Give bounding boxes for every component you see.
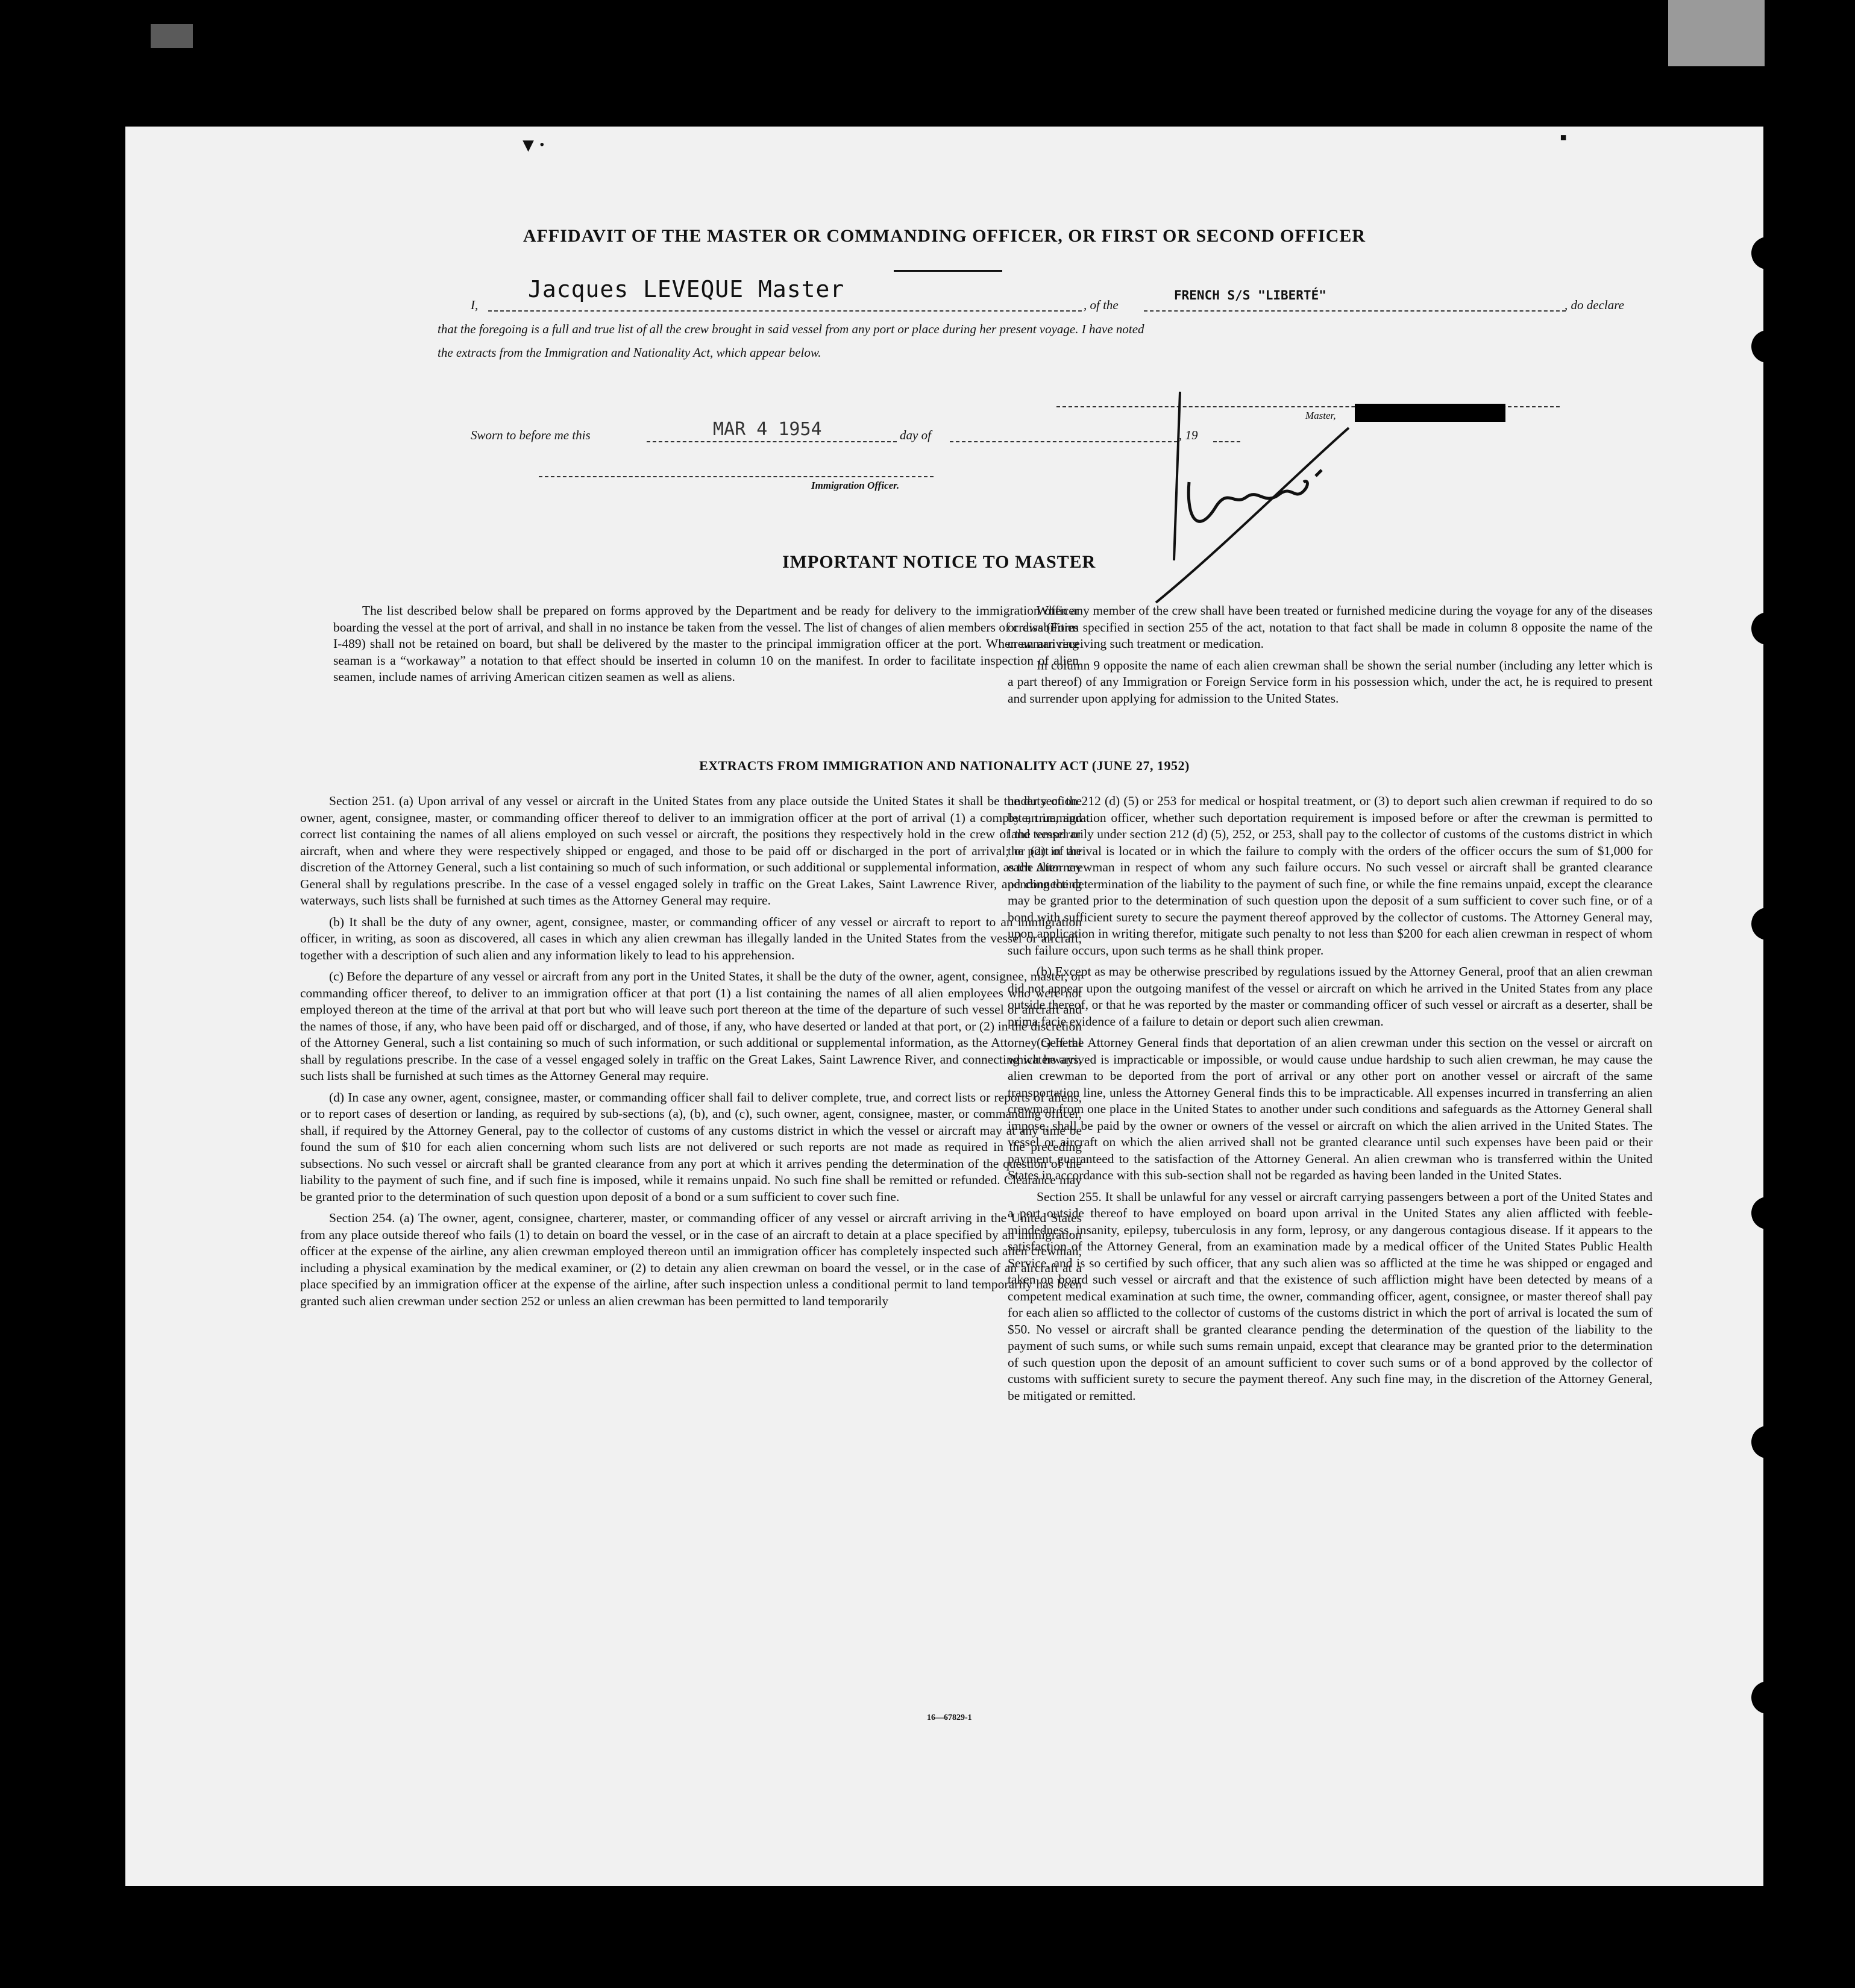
- immigration-officer-line: [539, 476, 934, 477]
- extract-paragraph: (b) Except as may be otherwise prescribed by regulations issued by the Attorney General, proof that an alien crewman did not appear upon the outgoing manifest of the vessel or aircraft on which he arrived in the United States from any place outside thereof, or that he was reported by the master or commanding officer of such vessel or aircraft as a deserter, shall be prima facie evidence of a failure to detain or deport such alien crewman.: [1008, 964, 1653, 1029]
- punch-hole: [1751, 1426, 1763, 1458]
- extract-paragraph: (d) In case any owner, agent, consignee, master, or commanding officer shall fail to deliver complete, true, and correct lists or reports of aliens, or to report cases of desertion or landing, as required by sub-sections (a), (b), and (c), such owner, agent, consignee, master, or commanding officer, shall, if required by the Attorney General, pay to the collector of customs of any customs district in which the vessel or aircraft may at any time be found the sum of $10 for each alien concerning whom such lists are not delivered or such reports are not made as required in the preceding subsections. No such vessel or aircraft shall be granted clearance from any port at which it arrives pending the determination of the question of the liability to the payment of such fine, and if such fine is imposed, while it remains unpaid. No such fine shall be remitted or refunded. Clearance may be granted prior to the determination of such question upon deposit of a bond or a sum sufficient to cover such fine.: [300, 1090, 1082, 1204]
- extract-paragraph: Section 251. (a) Upon arrival of any vessel or aircraft in the United States from any place outside the United States it shall be the duty of the owner, agent, consignee, master, or commanding officer thereof to deliver to an immigration officer at the port of arrival (1) a complete, true, and correct list containing the names of all aliens employed on such vessel or aircraft, the positions they respectively hold in the crew of the vessel or aircraft, when and where they were respectively shipped or engaged, and those to be paid off or discharged in the port of arrival; or (2) in the discretion of the Attorney General, such a list containing so much of such information, or such additional or supplemental information, as the Attorney General shall by regulations prescribe. In the case of a vessel engaged solely in traffic on the Great Lakes, Saint Lawrence River, and connecting waterways, such lists shall be furnished at such times as the Attorney General may require.: [300, 794, 1082, 908]
- declaration-prefix: I,: [471, 298, 479, 312]
- extracts-right-column: [1008, 793, 1653, 1409]
- extract-paragraph: under section 212 (d) (5) or 253 for medical or hospital treatment, or (3) to deport such alien crewman if required to do so by an immigration officer, whether such deportation requirement is imposed before or after the crewman is permitted to land temporarily under section 212 (d) (5), 252, or 253, shall pay to the collector of customs of the customs district in which the port of arrival is located or in which the failure to comply with the orders of the officer occurs the sum of $1,000 for each alien crewman in respect of whom any such failure occurs. No such vessel or aircraft shall be granted clearance pending the determination of the liability to the payment of such fine, or while the fine remains unpaid, except the clearance may be granted prior to the determination of such question upon the deposit of a sum sufficient to cover such fine, or of a bond with sufficient surety to secure the payment thereof approved by the collector of customs. The Attorney General may, upon application in writing therefor, mitigate such penalty to not less than $200 for each alien crewman in respect of whom such failure occurs, upon such terms as he shall think proper.: [1008, 794, 1653, 958]
- declaration-line-3: the extracts from the Immigration and Nationality Act, which appear below.: [438, 345, 821, 360]
- punch-hole: [1751, 612, 1763, 645]
- declaration-line-2: that the foregoing is a full and true list of all the crew brought in said vessel from any port or place during her present voyage. I have noted: [438, 322, 1144, 336]
- punch-hole: [1751, 1681, 1763, 1714]
- notice-right-column: [1008, 603, 1653, 712]
- form-number: 16—67829-1: [927, 1713, 972, 1722]
- declaration-do-declare: , do declare: [1565, 298, 1624, 312]
- notice-left-paragraph: The list described below shall be prepared on forms approved by the Department and be ready for delivery to the immigration officer boarding the vessel at the port of arrival, and shall in no instance be taken from the vessel. The list of changes of alien members of crews (Form I-489) shall not be retained on board, but shall be delivered by the master to the principal immigration officer at the port. When an arriving seaman is a “workaway” a notation to that effect should be inserted in column 10 on the manifest. In order to facilitate inspection of alien seamen, include names of arriving American citizen seamen as well as aliens.: [333, 603, 1079, 684]
- punch-hole: [1751, 330, 1763, 363]
- immigration-officer-label: Immigration Officer.: [811, 480, 900, 491]
- name-blank-line: [488, 310, 1082, 312]
- scan-edge-artifact-right: [1668, 0, 1765, 66]
- punch-hole: [1751, 908, 1763, 940]
- title-underline: [894, 270, 1002, 272]
- stray-mark-top-left: ▾ ·: [523, 134, 545, 156]
- sworn-prefix: Sworn to before me this: [471, 428, 591, 442]
- punch-hole: [1751, 1197, 1763, 1229]
- stray-mark-top-right: ▪: [1560, 127, 1568, 149]
- affidavit-title: AFFIDAVIT OF THE MASTER OR COMMANDING OFFICER, OR FIRST OR SECOND OFFICER: [523, 226, 1366, 246]
- sworn-date-line: [647, 441, 897, 442]
- master-label: Master,: [1305, 410, 1336, 421]
- sworn-day-of: day of: [900, 428, 931, 442]
- sworn-year: , 19: [1179, 428, 1198, 442]
- extract-paragraph: Section 255. It shall be unlawful for any vessel or aircraft carrying passengers between a port of the United States and a port outside thereof to have employed on board upon arrival in the United States any alien afflicted with feeble-mindedness, insanity, epilepsy, tuberculosis in any form, leprosy, or any dangerous contagious disease. If it appears to the satisfaction of the Attorney General, from an examination made by a medical officer of the United States Public Health Service, and is so certified by such officer, that any such alien was so afflicted at the time he was shipped or engaged and taken on board such vessel or aircraft and that the existence of such affliction might have been detected by means of a competent medical examination at such time, the owner, commanding officer, agent, consignee, or master thereof shall pay for each alien so afflicted to the collector of customs of the customs district in which the port of arrival is located the sum of $50. No vessel or aircraft shall be granted clearance pending the determination of the question of the liability to the payment of such sums, or while such sums remain unpaid, except that clearance may be granted prior to the determination of such question upon the deposit of an amount sufficient to cover such sums or of a bond approved by the collector of customs with sufficient surety to secure the payment thereof. Any such fine may, in the discretion of the Attorney General, be mitigated or remitted.: [1008, 1189, 1653, 1403]
- important-notice-title: IMPORTANT NOTICE TO MASTER: [782, 552, 1096, 572]
- notice-left-column: [333, 603, 1079, 691]
- document-page: [125, 127, 1763, 1886]
- declaration-of-the: , of the: [1084, 298, 1119, 312]
- extract-paragraph: (c) If the Attorney General finds that deportation of an alien crewman under this section on the vessel or aircraft on which he arrived is impracticable or impossible, or would cause undue hardship to such alien crewman, he may cause the alien crewman to be deported from the port of arrival or any other port on another vessel or aircraft of the same transportation line, unless the Attorney General finds this to be impracticable. All expenses incurred in transferring an alien crewman from one place in the United States to another under such conditions and safeguards as the Attorney General shall impose, shall be paid by the owner or owners of the vessel or aircraft on which the alien arrived in the United States. The vessel or aircraft on which the alien arrived shall not be granted clearance until such expenses have been paid or their payment guaranteed to the satisfaction of the Attorney General. An alien crewman who is transferred within the United States in accordance with this sub-section shall not be regarded as having been landed in the United States.: [1008, 1035, 1653, 1182]
- sworn-date-stamp: MAR 4 1954: [713, 419, 822, 440]
- extract-paragraph: (b) It shall be the duty of any owner, agent, consignee, master, or commanding officer of any vessel or aircraft to report to an immigration officer, in writing, as soon as discovered, all cases in which any alien crewman has illegally landed in the United States from the vessel or aircraft, together with a description of such alien and any information likely to lead to his apprehension.: [300, 914, 1082, 962]
- notice-right-paragraph: When any member of the crew shall have been treated or furnished medicine during the voyage for any of the diseases or disabilities specified in section 255 of the act, notation to that fact shall be made in column 8 opposite the name of the crewman receiving such treatment or medication.: [1008, 603, 1653, 651]
- extracts-left-column: [300, 793, 1082, 1314]
- extracts-title: EXTRACTS FROM IMMIGRATION AND NATIONALITY ACT (JUNE 27, 1952): [699, 758, 1190, 773]
- scan-edge-artifact-left: [151, 24, 193, 48]
- extract-paragraph: (c) Before the departure of any vessel or aircraft from any port in the United States, it shall be the duty of the owner, agent, consignee, master, or commanding officer thereof, to deliver to an immigration officer at that port (1) a list containing the names of all alien employees who were not employed thereon at the time of the arrival at that port but who will leave such port thereon at the time of the departure of such vessel or aircraft and the names of those, if any, who have been paid off or discharged, and of those, if any, who have deserted or landed at that port, or (2) in the discretion of the Attorney General, such a list containing so much of such information, or such additional or supplemental information, as the Attorney General shall by regulations prescribe. In the case of a vessel engaged solely in traffic on the Great Lakes, Saint Lawrence River, and connecting waterways, such lists shall be furnished at such times as the Attorney General may require.: [300, 969, 1082, 1083]
- extract-paragraph: Section 254. (a) The owner, agent, consignee, charterer, master, or commanding officer of any vessel or aircraft arriving in the United States from any place outside thereof who fails (1) to detain on board the vessel, or in the case of an aircraft to detain at a place specified by an immigration officer at the expense of the airline, any alien crewman employed thereon until an immigration officer has completely inspected such alien crewman, including a physical examination by the medical examiner, or (2) to detain any alien crewman on board the vessel, or in the case of an aircraft at a place specified by an immigration officer at the expense of the airline, after such inspection unless a conditional permit to land temporarily has been granted such alien crewman under section 252 or unless an alien crewman has been permitted to land temporarily: [300, 1211, 1082, 1308]
- master-name: Jacques LEVEQUE Master: [528, 276, 845, 303]
- sworn-month-line: [950, 441, 1178, 442]
- vessel-name: FRENCH S/S "LIBERTÉ": [1174, 288, 1326, 303]
- master-signature: [1150, 380, 1403, 633]
- notice-right-paragraph: In column 9 opposite the name of each alien crewman shall be shown the serial number (including any letter which is a part thereof) of any Immigration or Foreign Service form in his possession which, under the act, he is required to present and surrender upon applying for admission to the United States.: [1008, 657, 1653, 706]
- vessel-blank-line: [1144, 310, 1566, 312]
